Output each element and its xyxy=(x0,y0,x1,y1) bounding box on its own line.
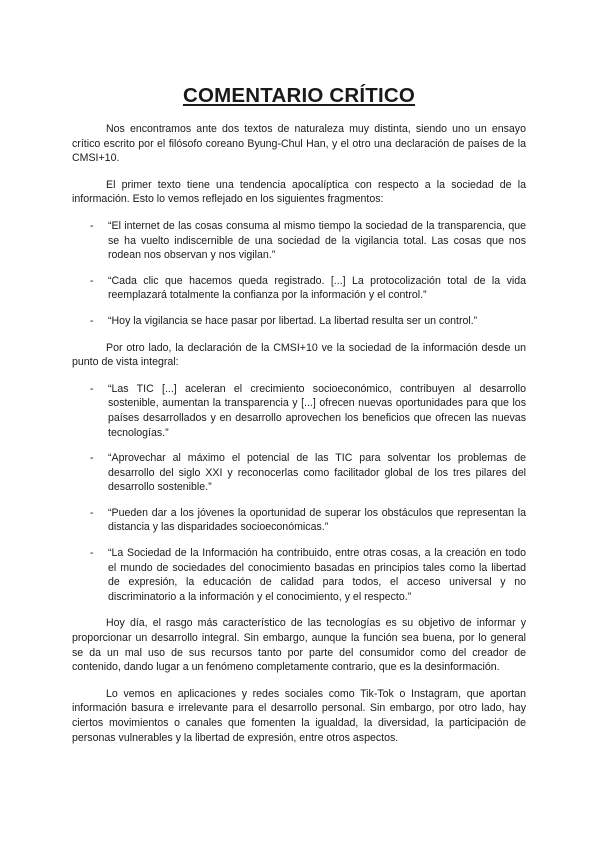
apps-paragraph: Lo vemos en aplicaciones y redes sociales como Tik-Tok o Instagram, que aportan información basura e irrelevante para el desarrollo personal. Sin embargo, por otro lado, hay ciertos movimientos o canales que fomenten la igualdad, la diversidad, la participación de personas vulnerables y la libertad de expresión, entre otros aspectos. xyxy=(72,687,526,744)
dash-bullet: - xyxy=(90,452,94,465)
dash-bullet: - xyxy=(90,219,94,232)
list-item xyxy=(72,314,526,329)
quote-text: “Cada clic que hacemos queda registrado. [...] La protocolización total de la vida reemplazará totalmente la confianza por la información y el control.” xyxy=(108,274,526,302)
dash-bullet: - xyxy=(90,506,94,519)
list-item xyxy=(72,451,526,495)
dash-bullet: - xyxy=(90,382,94,395)
list-item xyxy=(72,219,526,263)
quote-text: “Hoy la vigilancia se hace pasar por libertad. La libertad resulta ser un control.” xyxy=(108,314,478,327)
dash-bullet: - xyxy=(90,274,94,287)
today-paragraph: Hoy día, el rasgo más característico de las tecnologías es su objetivo de informar y proporcionar un desarrollo integral. Sin embargo, aunque la función sea buena, por lo general se da un mal uso de sus recursos tanto por parte del consumidor como del creador de contenido, dando lugar a un fenómeno completamente contrario, que es la desinformación. xyxy=(72,617,526,674)
dash-bullet: - xyxy=(90,314,94,327)
quote-text: “El internet de las cosas consuma al mismo tiempo la sociedad de la transparencia, que se ha vuelto indiscernible de una sociedad de la vigilancia total. Las cosas que nos rodean nos observan y nos vigilan.” xyxy=(108,219,526,262)
cmsi-quote-list xyxy=(72,382,526,605)
list-item xyxy=(72,506,526,535)
first-text-paragraph: El primer texto tiene una tendencia apocalíptica con respecto a la sociedad de la información. Esto lo vemos reflejado en los siguientes fragmentos: xyxy=(72,178,526,206)
list-item xyxy=(72,382,526,440)
document-title: COMENTARIO CRÍTICO xyxy=(182,84,416,107)
quote-text: “La Sociedad de la Información ha contribuido, entre otras cosas, a la creación en todo el mundo de sociedades del conocimiento basadas en principios tales como la libertad de expresión, la educación de calidad para todos, el acceso universal y no discriminatorio a la información y el conocimiento, y el respecto.” xyxy=(108,547,526,603)
list-item xyxy=(72,274,526,303)
quote-text: “Aprovechar al máximo el potencial de las TIC para solventar los problemas de desarrollo del siglo XXI y reconocerlas como facilitador global de los tres pilares del desarrollo sostenible.” xyxy=(108,452,526,494)
han-quote-list xyxy=(72,219,526,329)
quote-text: “Pueden dar a los jóvenes la oportunidad de superar los obstáculos que representan la distancia y las disparidades socioeconómicas.” xyxy=(108,506,526,534)
dash-bullet: - xyxy=(90,547,94,560)
quote-text: “Las TIC [...] aceleran el crecimiento socioeconómico, contribuyen al desarrollo sostenible, aumentan la transparencia y [...] ofrecen nuevas oportunidades para que los países desarrollados y en desarrollo aprovechen los beneficios que ofrecen las nuevas tecnologías.” xyxy=(108,382,526,439)
intro-paragraph: Nos encontramos ante dos textos de naturaleza muy distinta, siendo uno un ensayo crítico escrito por el filósofo coreano Byung-Chul Han, y el otro una declaración de países de la CMSI+10. xyxy=(72,123,526,165)
second-text-paragraph: Por otro lado, la declaración de la CMSI+10 ve la sociedad de la información desde un punto de vista integral: xyxy=(72,341,526,369)
list-item xyxy=(72,546,526,604)
